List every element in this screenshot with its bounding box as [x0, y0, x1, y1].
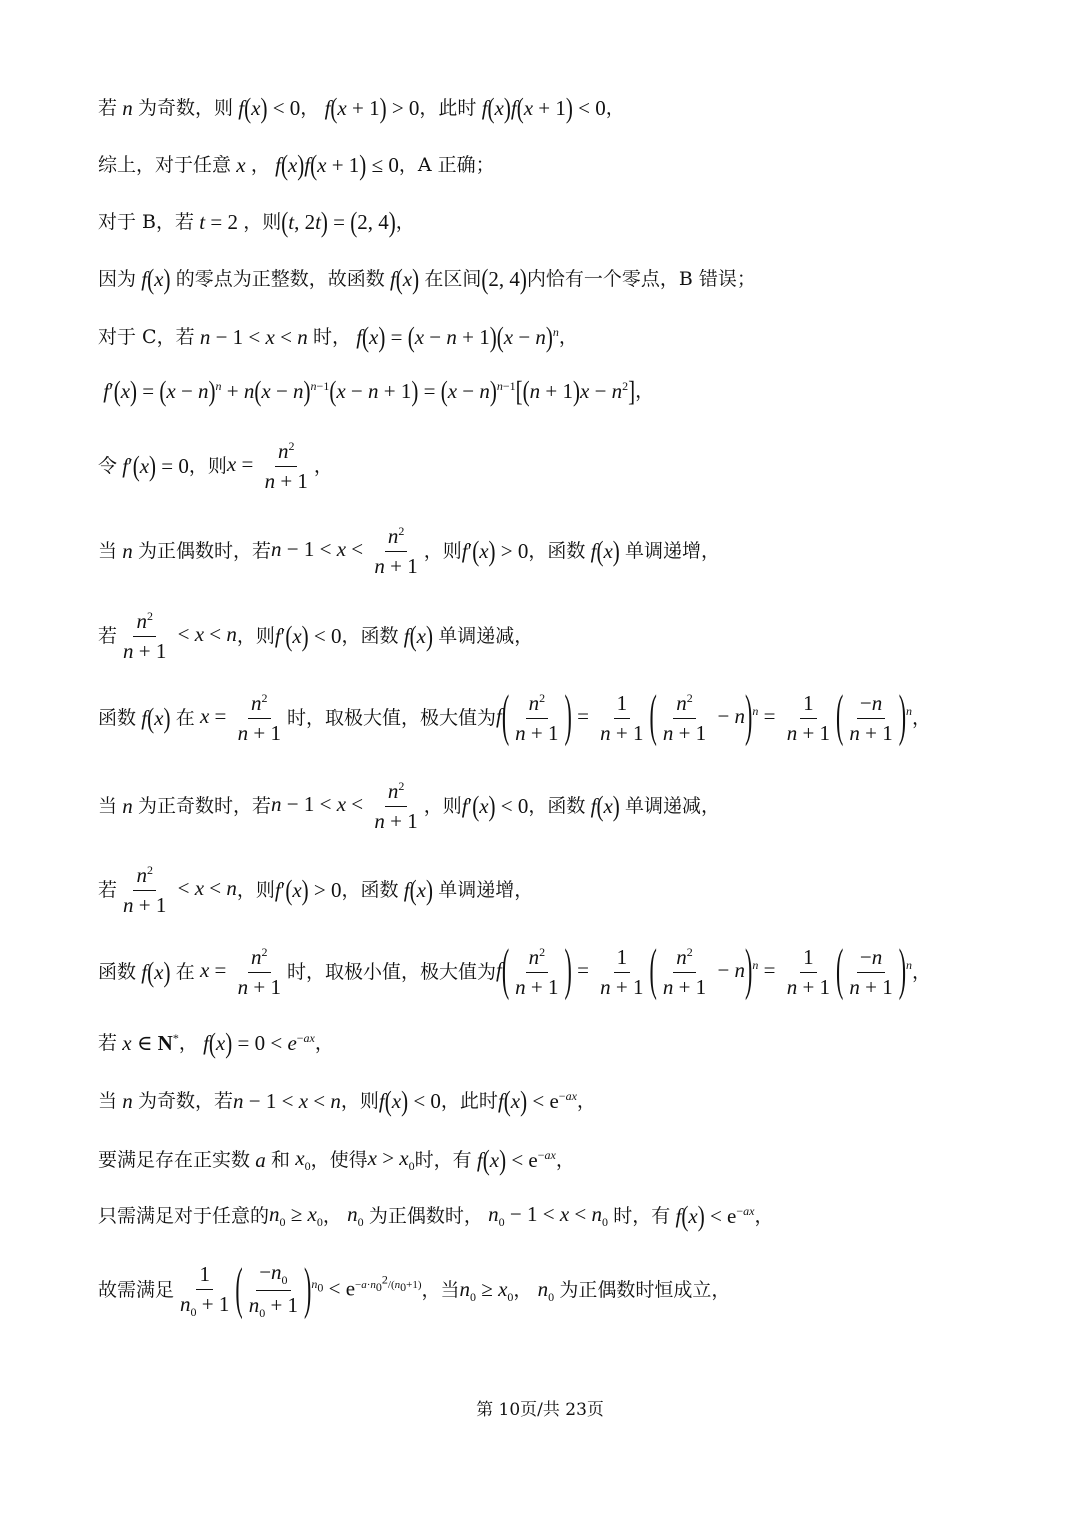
text: ，则: [340, 1089, 379, 1112]
text: ，: [912, 960, 932, 983]
text: ，函数: [528, 794, 586, 817]
math: $n_0$: [347, 1202, 364, 1230]
math: x = $\frac{n^2}{n + 1}$: [199, 691, 281, 745]
text: 单调递减，: [438, 624, 534, 647]
text: 对于 C，若: [98, 325, 195, 348]
solution-line-13: [98, 936, 932, 1002]
math: $n_0 - 1 < x < n_0$: [488, 1202, 609, 1230]
text: ，: [555, 1148, 575, 1171]
math: f(x): [403, 619, 433, 652]
solution-line-4: [98, 262, 756, 296]
math: f( $\frac{n^2}{n + 1}$ ) = $\frac{1}{n + 1}$ ( $\frac{n^2}{n + 1}$ − n)$^n$ = $\frac{1}{n + 1}$ ( $\frac{-n}{n + 1}$ )$^n$: [495, 682, 913, 748]
math: f(x + 1) > 0: [324, 91, 420, 125]
math: $f(x) < e^{-ax}$: [675, 1199, 755, 1233]
math: f( $\frac{n^2}{n + 1}$ ) = $\frac{1}{n + 1}$ ( $\frac{n^2}{n + 1}$ − n)$^n$ = $\frac{1}{n + 1}$ ( $\frac{-n}{n + 1}$ )$^n$: [495, 936, 913, 1002]
text: 时，: [312, 325, 351, 348]
text: ，: [178, 1031, 198, 1054]
math: f′(x) < 0: [274, 619, 342, 652]
text: ，: [754, 1204, 774, 1227]
text: ，则: [243, 211, 282, 233]
text: 为正偶数时，: [368, 1204, 483, 1227]
math: $n_0 \ge x_0$: [269, 1202, 323, 1230]
text: 当: [98, 1089, 118, 1112]
solution-line-3: [98, 205, 415, 239]
math: $n_0$: [537, 1276, 555, 1304]
text: 若: [98, 878, 118, 901]
text: 只需满足对于任意的: [98, 1204, 270, 1227]
solution-line-8: [98, 525, 720, 577]
text: 若: [98, 624, 118, 647]
text: 当: [98, 794, 118, 817]
solution-line-9: [98, 610, 533, 662]
math: x = $\frac{n^2}{n + 1}$: [226, 439, 308, 493]
text: ，: [558, 325, 578, 348]
math: x: [231, 153, 251, 177]
text: 单调递减，: [625, 794, 721, 817]
solution-line-18: [98, 1254, 731, 1321]
solution-line-1: [98, 91, 625, 125]
text: 在区间: [424, 268, 482, 290]
math: n: [117, 793, 139, 818]
text: 单调递增，: [625, 539, 721, 562]
text: 内恰有一个零点，B 错误；: [526, 268, 756, 290]
text: 令: [98, 454, 118, 477]
math: n: [117, 1088, 139, 1113]
solution-line-17: [98, 1199, 774, 1233]
text: 若: [98, 1031, 118, 1054]
text: ，此时: [440, 1089, 498, 1112]
math: n: [117, 96, 139, 120]
text: 函数: [98, 960, 137, 983]
text: 时，有: [613, 1204, 671, 1227]
math: x ∈ N*: [122, 1031, 179, 1055]
text: 和: [271, 1148, 291, 1171]
text: ，: [605, 97, 625, 119]
text: ，: [322, 1204, 342, 1227]
math: (2, 4): [481, 262, 527, 296]
math: f(x): [141, 955, 171, 988]
text: 函数: [98, 706, 137, 729]
math: f(x)f(x + 1) < 0: [481, 91, 606, 125]
text: ，函数: [528, 539, 586, 562]
text: ，: [300, 97, 320, 119]
text: 当: [98, 539, 118, 562]
text: 若: [98, 97, 118, 119]
math: n − 1 < x < $\frac{n^2}{n + 1}$: [271, 779, 418, 833]
math: $f(x) = 0 < e^{-ax}$: [203, 1026, 315, 1060]
text: ，函数: [341, 878, 399, 901]
text: ，: [513, 1279, 533, 1302]
solution-line-11: [98, 780, 720, 832]
math: a: [250, 1147, 272, 1172]
math: f(x): [590, 789, 620, 822]
text: ，: [635, 379, 655, 402]
text: 时，取极小值，极大值为: [286, 960, 496, 983]
text: 为正偶数时恒成立，: [559, 1279, 731, 1302]
math: $x_0$: [295, 1146, 311, 1174]
solution-line-12: [98, 864, 533, 916]
solution-line-15: [98, 1084, 596, 1118]
solution-line-6: [98, 374, 655, 408]
text: 要满足存在正实数: [98, 1148, 251, 1171]
text: 为奇数，则: [138, 97, 234, 119]
math: t = 2: [199, 210, 244, 234]
text: ，: [395, 211, 415, 233]
text: 的零点为正整数，故函数: [175, 268, 385, 290]
text: ，则: [236, 624, 275, 647]
solution-line-16: [98, 1143, 575, 1177]
math: n − 1 < x < $\frac{n^2}{n + 1}$: [271, 524, 418, 578]
math: $n_0 \ge x_0$: [459, 1276, 514, 1304]
text: 对于 B，若: [98, 211, 195, 233]
math: f′(x) < 0: [461, 789, 529, 822]
text: 综上，对于任意: [98, 154, 232, 176]
text: ，则: [188, 454, 227, 477]
math: f′(x) = 0: [122, 449, 189, 482]
math: f(x): [141, 701, 171, 734]
text: ，: [576, 1089, 596, 1112]
math: $\frac{n^2}{n + 1}$ < x < n: [123, 609, 237, 663]
math: f(x): [403, 873, 433, 906]
math: f(x): [590, 534, 620, 567]
math: $f(x) < e^{-ax}$: [476, 1143, 556, 1177]
math: x = $\frac{n^2}{n + 1}$: [199, 945, 281, 999]
math: f(x) < 0: [378, 1084, 441, 1117]
solution-line-14: [98, 1026, 334, 1060]
text: ，: [250, 154, 270, 176]
math: f(x)f(x + 1) ≤ 0: [275, 148, 399, 182]
math: f′(x) > 0: [274, 873, 342, 906]
text: ，则: [236, 878, 275, 901]
text: ，A 正确；: [398, 154, 495, 176]
math: n − 1 < x < n: [233, 1088, 341, 1113]
math: $\frac{1}{n_0 + 1}$ ( $\frac{-n_0}{n_0 + 1}$ )$^{n_0} < e^{-a\cdot n_0^2/(n_0+1)}$: [180, 1254, 422, 1321]
solution-line-5: [98, 320, 578, 354]
text: 因为: [98, 268, 137, 290]
text: 时，取极大值，极大值为: [286, 706, 496, 729]
solution-line-2: [98, 148, 495, 182]
text: 在: [175, 960, 195, 983]
math: (t, 2t) = (2, 4): [281, 205, 396, 239]
text: 时，有: [414, 1148, 472, 1171]
math: f(x): [141, 262, 171, 296]
solution-line-10: [98, 682, 932, 748]
math: $\frac{n^2}{n + 1}$ < x < n: [123, 863, 237, 917]
text: ，此时: [419, 97, 477, 119]
text: 单调递增，: [438, 878, 534, 901]
math: f′(x) > 0: [461, 534, 529, 567]
text: 为正奇数时，若: [138, 794, 272, 817]
text: 为正偶数时，若: [138, 539, 272, 562]
text: ，则: [423, 539, 462, 562]
page-footer: 第 10页/共 23页: [476, 1400, 604, 1420]
math: n − 1 < x < n: [199, 324, 308, 349]
solution-line-7: [98, 440, 333, 492]
text: ，函数: [341, 624, 399, 647]
math: $f(x) = (x - n + 1)(x - n)^n$: [356, 320, 559, 354]
math: f(x): [389, 262, 420, 296]
text: ，: [314, 1031, 334, 1054]
text: ，则: [423, 794, 462, 817]
math: $f(x) < e^{-ax}$: [497, 1084, 577, 1118]
text: ，: [912, 706, 932, 729]
math: n: [117, 538, 139, 563]
math: f(x) < 0: [238, 91, 301, 125]
text: 故需满足: [98, 1279, 175, 1302]
text: ，当: [421, 1279, 460, 1302]
text: 为奇数，若: [138, 1089, 234, 1112]
math: $f'(x) = (x - n)^n + n(x - n)^{n-1}(x - n + 1) = (x - n)^{n-1}[(n + 1)x - n^2]$: [103, 374, 636, 408]
text: 在: [175, 706, 195, 729]
math: $x > x_0$: [367, 1146, 415, 1174]
text: ，使得: [310, 1148, 368, 1171]
text: ，: [313, 454, 333, 477]
